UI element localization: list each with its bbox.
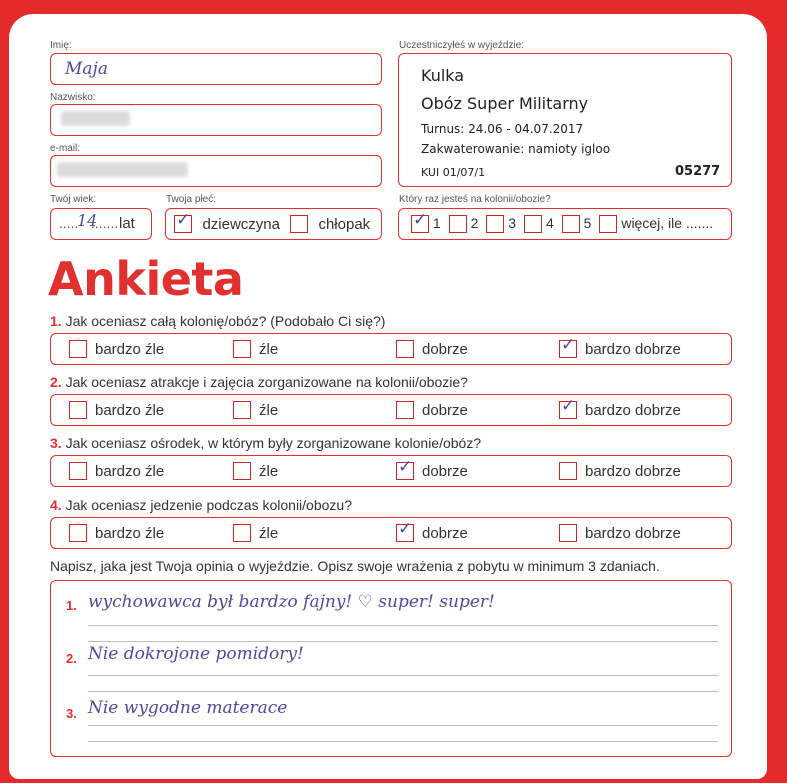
rating-checkbox[interactable] [396, 462, 414, 480]
surname-value [61, 111, 130, 126]
camp-code: KUI 01/07/1 [421, 166, 486, 179]
age-value: 14 [77, 211, 98, 230]
rating-option[interactable] [396, 462, 468, 480]
name-field[interactable] [50, 53, 382, 85]
rating-label: bardzo źle [95, 401, 165, 419]
rating-label: źle [259, 462, 279, 480]
question-text: Jak oceniasz atrakcje i zajęcia zorganizowane na kolonii/obozie? [65, 374, 468, 390]
rating-checkbox[interactable] [559, 401, 577, 419]
name-label: Imię: [50, 40, 72, 51]
age-label: Twój wiek: [50, 194, 97, 205]
rating-label: bardzo dobrze [585, 462, 681, 480]
camp-turnus: Turnus: 24.06 - 04.07.2017 [421, 122, 584, 136]
rating-checkbox[interactable] [233, 340, 251, 358]
question-text: Jak oceniasz jedzenie podczas kolonii/obozu? [65, 497, 352, 513]
rating-option[interactable] [396, 401, 468, 419]
times-option-2[interactable]: 2 [449, 215, 479, 233]
opinion-rule-2 [88, 641, 718, 642]
question-number: 4. [50, 497, 62, 513]
camp-accommodation: Zakwaterowanie: namioty igloo [421, 142, 611, 156]
rating-checkbox[interactable] [559, 462, 577, 480]
rating-label: dobrze [422, 462, 468, 480]
rating-checkbox[interactable] [233, 524, 251, 542]
rating-option[interactable] [396, 340, 468, 358]
question-2 [50, 374, 468, 390]
email-value [57, 162, 188, 177]
times-option-1[interactable]: ✓ 1 [411, 215, 441, 233]
age-suffix: lat [119, 215, 135, 232]
opinion-rule-4 [88, 691, 718, 692]
times-option-4[interactable]: 4 [524, 215, 554, 233]
opinion-text-3: Nie wygodne materace [88, 698, 288, 718]
rating-label: bardzo dobrze [585, 340, 681, 358]
rating-option[interactable] [559, 401, 681, 419]
rating-checkbox[interactable] [69, 462, 87, 480]
question-number: 1. [50, 313, 62, 329]
page-title: Ankieta [48, 252, 244, 306]
gender-option-female[interactable]: ✓ dziewczyna [174, 215, 280, 233]
rating-option[interactable] [233, 462, 278, 480]
opinion-text-1: wychowawca był bardzo fajny! ♡ super! super! [88, 592, 495, 612]
checkbox-male[interactable] [290, 215, 308, 233]
question-text: Jak oceniasz całą kolonię/obóz? (Podobało Ci się?) [65, 313, 386, 329]
email-label: e-mail: [50, 143, 81, 154]
rating-checkbox[interactable] [396, 340, 414, 358]
opinion-prompt: Napisz, jaka jest Twoja opinia o wyjeździe. Opisz swoje wrażenia z pobytu w minimum 3 zdaniach. [50, 558, 660, 574]
question-3 [50, 435, 481, 451]
rating-checkbox[interactable] [396, 524, 414, 542]
question-4 [50, 497, 352, 513]
times-option-more[interactable]: więcej, ile ....... [599, 215, 713, 233]
surname-field[interactable] [50, 104, 382, 136]
question-number: 3. [50, 435, 62, 451]
rating-checkbox[interactable] [396, 401, 414, 419]
rating-option[interactable] [559, 524, 681, 542]
rating-row-2 [50, 394, 732, 426]
gender-option-male[interactable]: chłopak [290, 215, 370, 233]
gender-label: Twoja płeć: [166, 194, 217, 205]
rating-label: bardzo dobrze [585, 524, 681, 542]
opinion-num-1: 1. [66, 598, 77, 613]
gender-field [165, 208, 382, 240]
rating-checkbox[interactable] [69, 340, 87, 358]
camp-name: Kulka [421, 66, 465, 85]
camp-info-box [398, 53, 732, 187]
rating-option[interactable] [69, 462, 164, 480]
rating-label: źle [259, 401, 279, 419]
rating-label: dobrze [422, 524, 468, 542]
surname-label: Nazwisko: [50, 92, 96, 103]
opinion-rule-1 [88, 625, 718, 626]
times-field [398, 208, 732, 240]
rating-label: bardzo dobrze [585, 401, 681, 419]
rating-checkbox[interactable] [233, 462, 251, 480]
opinion-num-3: 3. [66, 706, 77, 721]
camp-title: Obóz Super Militarny [421, 94, 589, 113]
rating-option[interactable] [69, 401, 164, 419]
rating-checkbox[interactable] [69, 524, 87, 542]
rating-label: źle [259, 524, 279, 542]
rating-label: bardzo źle [95, 462, 165, 480]
rating-row-3 [50, 455, 732, 487]
email-field[interactable] [50, 155, 382, 187]
rating-checkbox[interactable] [559, 340, 577, 358]
rating-option[interactable] [396, 524, 468, 542]
rating-option[interactable] [69, 340, 164, 358]
times-option-5[interactable]: 5 [562, 215, 592, 233]
rating-option[interactable] [559, 340, 681, 358]
rating-label: dobrze [422, 340, 468, 358]
rating-option[interactable] [69, 524, 164, 542]
rating-option[interactable] [559, 462, 681, 480]
times-label: Który raz jesteś na kolonii/obozie? [399, 194, 551, 205]
rating-row-4 [50, 517, 732, 549]
question-text: Jak oceniasz ośrodek, w którym były zorganizowane kolonie/obóz? [65, 435, 482, 451]
camp-number: 05277 [675, 164, 721, 179]
rating-option[interactable] [233, 401, 278, 419]
rating-label: bardzo źle [95, 524, 165, 542]
rating-row-1 [50, 333, 732, 365]
question-number: 2. [50, 374, 62, 390]
rating-label: dobrze [422, 401, 468, 419]
rating-label: źle [259, 340, 279, 358]
times-option-3[interactable]: 3 [486, 215, 516, 233]
age-field[interactable]: ..... 14 ....... lat [50, 208, 152, 240]
rating-option[interactable] [233, 524, 278, 542]
rating-label: bardzo źle [95, 340, 165, 358]
opinion-rule-3 [88, 675, 718, 676]
rating-checkbox[interactable] [233, 401, 251, 419]
checkbox-female[interactable] [174, 215, 192, 233]
rating-checkbox[interactable] [69, 401, 87, 419]
participated-label: Uczestniczyłeś w wyjeździe: [399, 40, 525, 51]
rating-checkbox[interactable] [559, 524, 577, 542]
opinion-rule-6 [88, 741, 718, 742]
rating-option[interactable] [233, 340, 278, 358]
opinion-text-2: Nie dokrojone pomidory! [88, 644, 304, 664]
question-1 [50, 313, 385, 329]
opinion-rule-5 [88, 725, 718, 726]
opinion-num-2: 2. [66, 651, 77, 666]
name-value: Maja [65, 59, 108, 79]
